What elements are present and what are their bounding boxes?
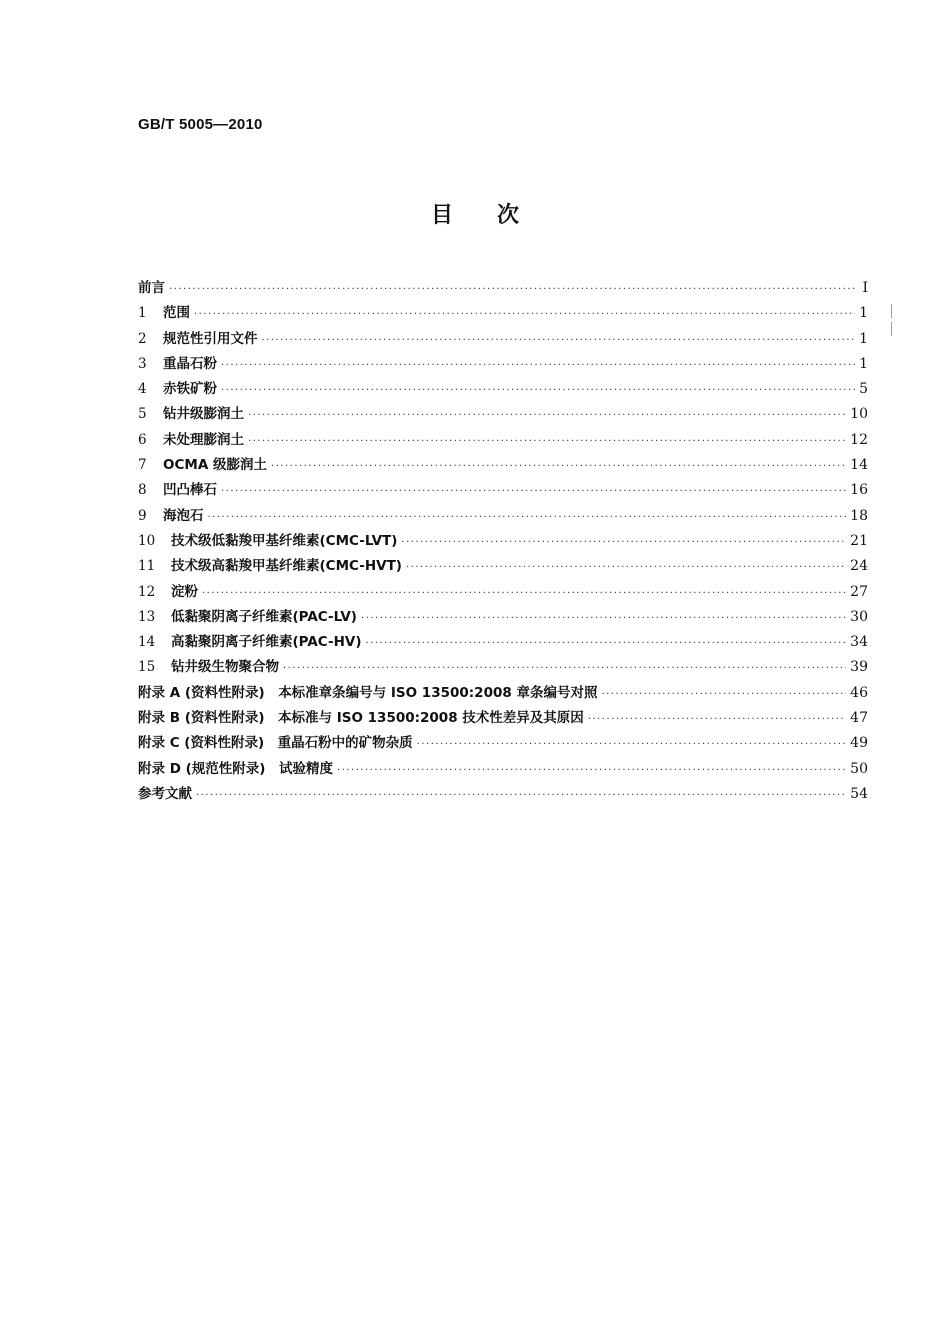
toc-entry-annex-d[interactable] [138,757,868,782]
toc-entry-label: 附录 B (资料性附录) 本标准与 ISO 13500:2008 技术性差异及其原因 [138,710,584,727]
toc-entry-label: 范围 [163,305,190,322]
toc-entry-number: 10 [138,532,156,549]
standard-code: GB/T 5005—2010 [138,116,263,133]
toc-leader-dots [588,714,846,725]
toc-entry-label: 钻井级膨润土 [163,406,244,423]
toc-entry-13[interactable] [138,605,868,630]
toc-entry-page: 1 [859,330,868,347]
toc-entry-page: 54 [850,785,868,802]
toc-entry-page: 24 [850,558,868,575]
toc-entry-page: 10 [850,406,868,423]
toc-entry-label: 附录 C (资料性附录) 重晶石粉中的矿物杂质 [138,735,413,752]
toc-entry-label: 参考文献 [138,785,192,802]
toc-entry-label: 海泡石 [163,507,204,524]
toc-entry-label: 高黏聚阴离子纤维素(PAC-HV) [171,634,362,651]
toc-leader-dots [169,284,856,295]
toc-leader-dots [271,461,846,472]
toc-entry-number: 9 [138,507,147,524]
toc-entry-number: 1 [138,305,147,322]
toc-entry-annex-b[interactable] [138,706,868,731]
toc-leader-dots [221,486,846,497]
toc-entry-page: 46 [850,684,868,701]
toc-entry-3[interactable] [138,352,868,377]
toc-entry-annex-c[interactable] [138,731,868,756]
toc-entry-2[interactable] [138,327,868,352]
table-of-contents [138,276,868,807]
toc-entry-page: 47 [850,710,868,727]
toc-entry-page: 14 [850,457,868,474]
toc-entry-number: 5 [138,406,147,423]
toc-entry-page: 1 [859,305,868,322]
toc-entry-label: 凹凸棒石 [163,482,217,499]
toc-leader-dots [366,638,847,649]
toc-entry-page: 5 [859,381,868,398]
toc-entry-page: 27 [850,583,868,600]
toc-leader-dots [601,689,846,700]
toc-entry-label: 附录 A (资料性附录) 本标准章条编号与 ISO 13500:2008 章条编号对照 [138,684,598,701]
toc-entry-number: 14 [138,634,156,651]
toc-entry-label: 钻井级生物聚合物 [171,659,279,676]
toc-leader-dots [337,765,846,776]
toc-entry-15[interactable] [138,655,868,680]
toc-entry-annex-a[interactable] [138,681,868,706]
toc-leader-dots [406,562,846,573]
toc-leader-dots [401,537,846,548]
toc-entry-14[interactable] [138,630,868,655]
toc-leader-dots [208,512,847,523]
toc-entry-page: 18 [850,507,868,524]
toc-entry-12[interactable] [138,580,868,605]
toc-entry-number: 12 [138,583,156,600]
toc-entry-label: 赤铁矿粉 [163,381,217,398]
toc-entry-label: 规范性引用文件 [163,330,258,347]
toc-entry-page: Ⅰ [862,280,868,296]
toc-entry-label: 重晶石粉 [163,355,217,372]
toc-entry-page: 49 [850,735,868,752]
toc-entry-number: 4 [138,381,147,398]
toc-leader-dots [248,410,846,421]
toc-entry-number: 7 [138,457,147,474]
toc-leader-dots [248,436,846,447]
toc-entry-page: 50 [850,760,868,777]
toc-entry-number: 8 [138,482,147,499]
toc-entry-number: 13 [138,608,156,625]
toc-entry-label: 前言 [138,280,165,296]
toc-entry-label: 技术级低黏羧甲基纤维素(CMC-LVT) [171,532,398,549]
toc-entry-bibliography[interactable] [138,782,868,807]
toc-entry-number: 2 [138,330,147,347]
toc-entry-page: 30 [850,608,868,625]
toc-leader-dots [417,739,847,750]
toc-entry-label: 技术级高黏羧甲基纤维素(CMC-HVT) [171,558,402,575]
toc-entry-4[interactable] [138,377,868,402]
toc-leader-dots [361,613,846,624]
toc-leader-dots [194,309,855,320]
toc-entry-page: 21 [850,532,868,549]
toc-leader-dots [221,385,855,396]
toc-leader-dots [283,663,846,674]
toc-entry-label: OCMA 级膨润土 [163,457,267,474]
toc-entry-8[interactable] [138,478,868,503]
toc-entry-7[interactable] [138,453,868,478]
toc-entry-6[interactable] [138,428,868,453]
toc-entry-number: 3 [138,355,147,372]
toc-entry-number: 6 [138,431,147,448]
toc-entry-page: 12 [850,431,868,448]
toc-entry-9[interactable] [138,504,868,529]
toc-entry-11[interactable] [138,554,868,579]
toc-leader-dots [202,588,846,599]
toc-entry-label: 未处理膨润土 [163,431,244,448]
toc-title-char-2: 次 [497,203,520,228]
toc-entry-page: 34 [850,634,868,651]
toc-entry-1[interactable] [138,301,868,326]
toc-entry-10[interactable] [138,529,868,554]
toc-entry-page: 1 [859,355,868,372]
scan-margin-mark [891,322,892,336]
toc-entry-label: 附录 D (规范性附录) 试验精度 [138,760,333,777]
toc-leader-dots [262,335,856,346]
toc-leader-dots [196,790,846,801]
toc-entry-page: 39 [850,659,868,676]
toc-title-char-1: 目 [430,203,453,228]
toc-entry-5[interactable] [138,402,868,427]
toc-entry-number: 15 [138,659,156,676]
toc-title [0,198,950,229]
toc-entry-label: 淀粉 [171,583,198,600]
scan-margin-mark [891,304,892,318]
toc-leader-dots [221,360,855,371]
toc-entry-page: 16 [850,482,868,499]
toc-entry-foreword[interactable] [138,276,868,301]
toc-entry-number: 11 [138,558,156,575]
toc-entry-label: 低黏聚阴离子纤维素(PAC-LV) [171,608,357,625]
